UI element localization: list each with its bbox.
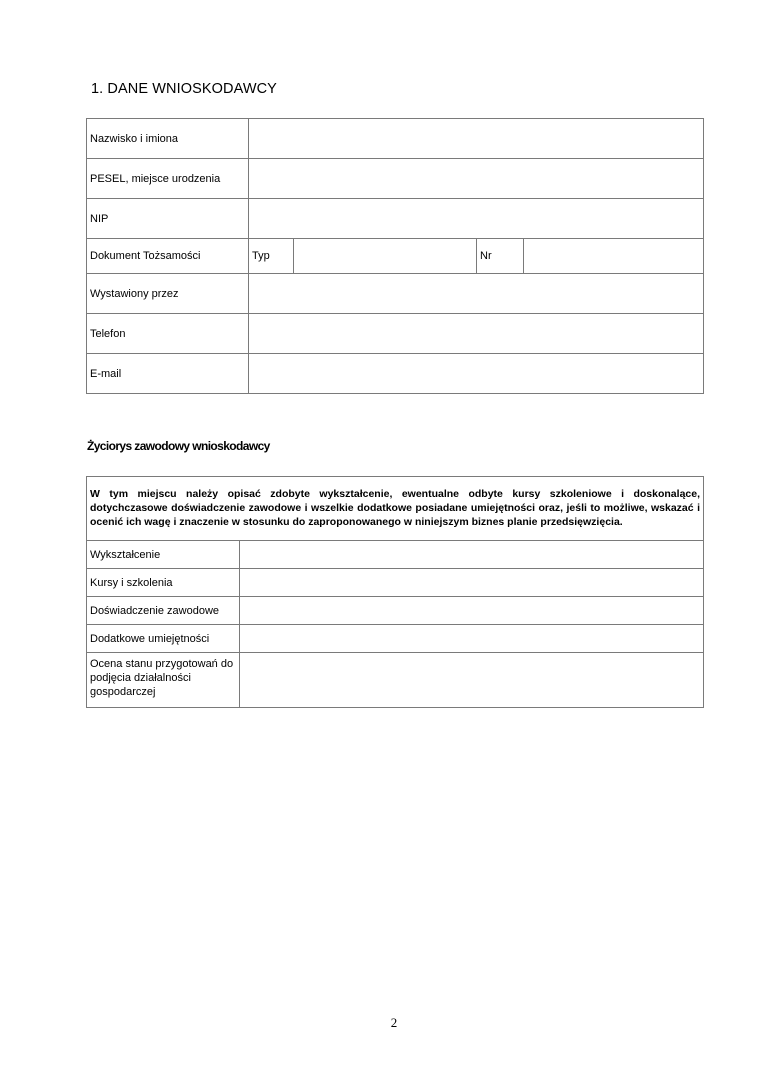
label-issued-by: Wystawiony przez [87, 274, 249, 314]
courses-field[interactable] [240, 569, 704, 597]
table-row [87, 569, 704, 597]
label-pesel: PESEL, miejsce urodzenia [87, 159, 249, 199]
cv-section-title: Życiorys zawodowy wnioskodawcy [87, 439, 270, 453]
id-number-field[interactable] [524, 239, 704, 274]
table-row [87, 597, 704, 625]
skills-field[interactable] [240, 625, 704, 653]
page-number: 2 [390, 1015, 398, 1030]
readiness-field[interactable] [240, 653, 704, 708]
table-row [87, 541, 704, 569]
cv-instructions: W tym miejscu należy opisać zdobyte wykształcenie, ewentualne odbyte kursy szkoleniowe i doskonalące, dotychczasowe doświadczenie zawodowe i wszelkie dodatkowe posiadane umiejętności oraz, jeśli to możliwe, wskazać i ocenić ich wagę i znaczenie w stosunku do zaproponowanego w niniejszym biznes planie przedsięwzięcia. [87, 477, 704, 541]
cv-table [86, 476, 704, 708]
label-id-type: Typ [249, 239, 294, 274]
label-courses: Kursy i szkolenia [87, 569, 240, 597]
applicant-data-table [86, 118, 704, 394]
section-title: 1. DANE WNIOSKODAWCY [91, 81, 277, 97]
issued-by-field[interactable] [249, 274, 704, 314]
label-name: Nazwisko i imiona [87, 119, 249, 159]
label-id-number: Nr [477, 239, 524, 274]
table-row [87, 653, 704, 708]
table-row [87, 119, 704, 159]
id-type-field[interactable] [294, 239, 477, 274]
pesel-field[interactable] [249, 159, 704, 199]
table-row [87, 159, 704, 199]
table-row [87, 239, 704, 274]
label-id-document: Dokument Tożsamości [87, 239, 249, 274]
phone-field[interactable] [249, 314, 704, 354]
table-row [87, 625, 704, 653]
table-row [87, 199, 704, 239]
email-field[interactable] [249, 354, 704, 394]
label-education: Wykształcenie [87, 541, 240, 569]
nip-field[interactable] [249, 199, 704, 239]
label-email: E-mail [87, 354, 249, 394]
name-field[interactable] [249, 119, 704, 159]
label-readiness: Ocena stanu przygotowań do podjęcia działalności gospodarczej [87, 653, 240, 708]
table-row [87, 274, 704, 314]
education-field[interactable] [240, 541, 704, 569]
label-skills: Dodatkowe umiejętności [87, 625, 240, 653]
experience-field[interactable] [240, 597, 704, 625]
table-row [87, 354, 704, 394]
label-phone: Telefon [87, 314, 249, 354]
label-nip: NIP [87, 199, 249, 239]
label-experience: Doświadczenie zawodowe [87, 597, 240, 625]
table-row [87, 314, 704, 354]
table-row [87, 477, 704, 541]
